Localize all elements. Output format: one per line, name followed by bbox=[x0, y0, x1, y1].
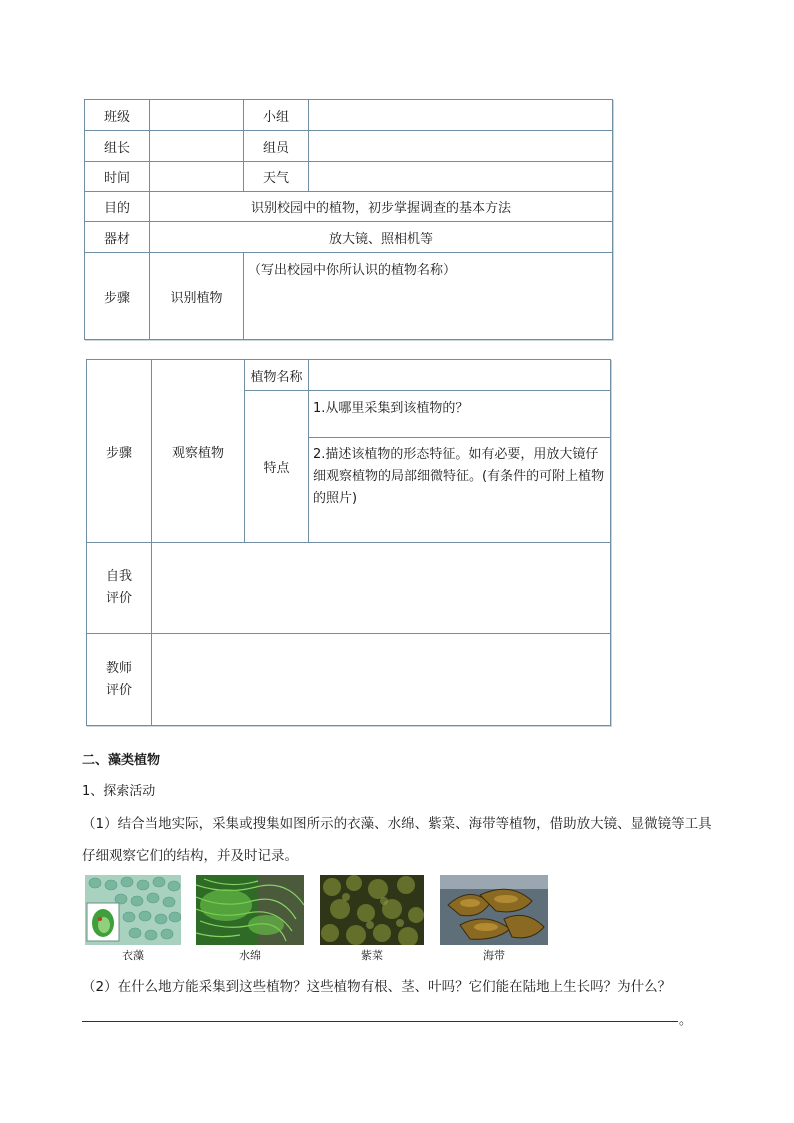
purpose-value: 识别校园中的植物，初步掌握调查的基本方法 bbox=[150, 192, 613, 222]
purpose-label: 目的 bbox=[85, 192, 150, 222]
group-field[interactable] bbox=[309, 100, 613, 131]
spirogyra-image bbox=[196, 875, 304, 945]
spirogyra-drawing bbox=[196, 875, 304, 945]
caption-chlamydomonas: 衣藻 bbox=[122, 949, 144, 962]
features-label: 特点 bbox=[245, 391, 309, 543]
self-eval-line-2: 评价 bbox=[105, 591, 132, 606]
chlamydomonas-image bbox=[85, 875, 181, 945]
morphology-question: 2.描述该植物的形态特征。如有必要，用放大镜仔细观察植物的局部细微特征。(有条件的可附上植物的照片) bbox=[309, 438, 611, 543]
paragraph-1: （1）结合当地实际，采集或搜集如图所示的衣藻、水绵、紫菜、海带等植物，借助放大镜、显微镜等工具仔细观察它们的结构，并及时记录。 bbox=[82, 816, 712, 864]
group-label: 小组 bbox=[244, 100, 309, 131]
time-label: 时间 bbox=[85, 162, 150, 192]
caption-kelp: 海带 bbox=[483, 949, 505, 962]
identify-plants-label: 识别植物 bbox=[150, 253, 244, 340]
caption-spirogyra: 水绵 bbox=[239, 949, 261, 962]
plant-name-field[interactable] bbox=[309, 360, 611, 391]
teacher-eval-line-1: 教师 bbox=[105, 660, 132, 676]
teacher-evaluation-field[interactable] bbox=[152, 634, 611, 726]
collection-location-question: 1.从哪里采集到该植物的？ bbox=[309, 391, 611, 438]
equipment-label: 器材 bbox=[85, 222, 150, 253]
sub-heading: 1、探索活动 bbox=[82, 784, 156, 799]
chlamydomonas-drawing bbox=[85, 875, 181, 945]
paragraph-2: （2）在什么地方能采集到这些植物？这些植物有根、茎、叶吗？它们能在陆地上生长吗？为什么？ bbox=[82, 979, 672, 995]
kelp-drawing bbox=[440, 875, 548, 945]
members-field[interactable] bbox=[309, 131, 613, 162]
answer-line[interactable] bbox=[82, 1021, 678, 1022]
class-field[interactable] bbox=[150, 100, 244, 131]
caption-porphyra: 紫菜 bbox=[361, 949, 383, 962]
steps-label: 步骤 bbox=[85, 253, 150, 340]
identify-hint: （写出校园中你所认识的植物名称） bbox=[248, 263, 457, 278]
self-eval-line-1: 自我 bbox=[105, 569, 132, 584]
class-label: 班级 bbox=[85, 100, 150, 131]
weather-field[interactable] bbox=[309, 162, 613, 192]
answer-end-mark: 。 bbox=[679, 1013, 693, 1028]
observe-plants-label: 观察植物 bbox=[152, 360, 245, 543]
porphyra-image bbox=[320, 875, 424, 945]
steps-label-2: 步骤 bbox=[87, 360, 152, 543]
plant-name-label: 植物名称 bbox=[245, 360, 309, 391]
identify-plants-field[interactable] bbox=[244, 253, 613, 340]
kelp-image bbox=[440, 875, 548, 945]
self-evaluation-field[interactable] bbox=[152, 543, 611, 634]
porphyra-drawing bbox=[320, 875, 424, 945]
self-evaluation-label bbox=[87, 543, 152, 634]
leader-field[interactable] bbox=[150, 131, 244, 162]
leader-label: 组长 bbox=[85, 131, 150, 162]
observation-table bbox=[86, 359, 611, 726]
time-field[interactable] bbox=[150, 162, 244, 192]
weather-label: 天气 bbox=[244, 162, 309, 192]
teacher-evaluation-label bbox=[87, 634, 152, 726]
equipment-value: 放大镜、照相机等 bbox=[150, 222, 613, 253]
section-heading: 二、藻类植物 bbox=[82, 753, 161, 768]
teacher-eval-line-2: 评价 bbox=[105, 682, 132, 698]
survey-info-table bbox=[84, 99, 613, 340]
members-label: 组员 bbox=[244, 131, 309, 162]
